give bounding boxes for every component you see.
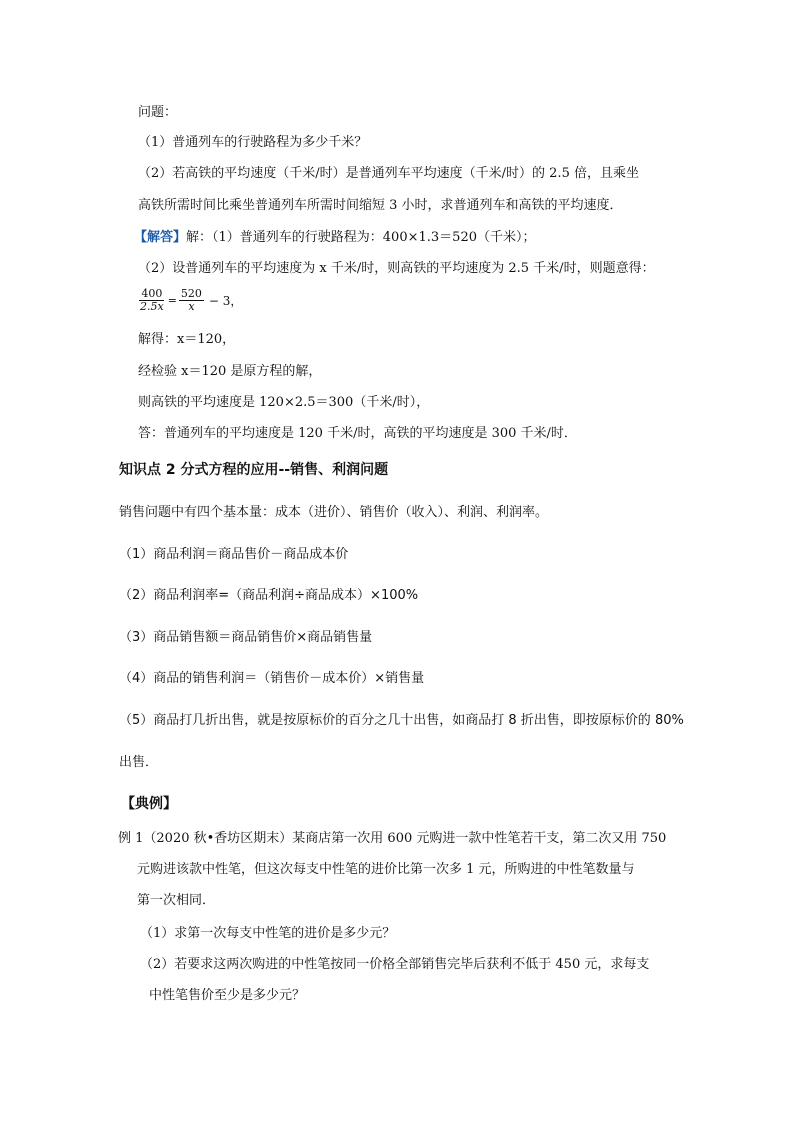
question-part-2: （2）若高铁的平均速度（千米/时）是普通列车平均速度（千米/时）的 2.5 倍，且乘坐 — [138, 166, 639, 181]
fraction-right — [179, 288, 204, 313]
equation — [136, 288, 242, 313]
fraction-left-numerator: 400 — [141, 287, 163, 300]
fraction-right-numerator: 520 — [180, 287, 202, 300]
formula-item-2: （2）商品利润率=（商品利润÷商品成本）×100% — [119, 588, 419, 603]
solution-result: 解得：x＝120， — [138, 332, 236, 347]
formula-item-4: （4）商品的销售利润＝（销售价－成本价）×销售量 — [119, 671, 425, 686]
question-part-2-cont: 高铁所需时间比乘坐普通列车所需时间缩短 3 小时，求普通列车和高铁的平均速度． — [138, 198, 623, 213]
fraction-right-denominator: x — [188, 300, 195, 313]
section-intro: 销售问题中有四个基本量：成本（进价）、销售价（收入）、利润、利润率。 — [119, 505, 549, 520]
formula-item-1: （1）商品利润＝商品售价－商品成本价 — [119, 547, 349, 562]
answer-part-2: （2）设普通列车的平均速度为 x 千米/时，则高铁的平均速度为 2.5 千米/时，则题意得： — [138, 261, 655, 276]
answer-line-1 — [134, 229, 535, 247]
section-heading: 知识点 2 分式方程的应用--销售、利润问题 — [119, 462, 389, 478]
example-heading: 【典例】 — [121, 796, 177, 812]
formula-item-5: （5）商品打几折出售，就是按原标价的百分之几十出售，如商品打 8 折出售，即按原标价的 80% — [119, 713, 684, 728]
formula-item-5-cont: 出售． — [119, 755, 159, 770]
example-line-2: 元购进该款中性笔，但这次每支中性笔的进价比第一次多 1 元，所购进的中性笔数量与 — [137, 862, 635, 877]
example-question-2: （2）若要求这两次购进的中性笔按同一价格全部销售完毕后获利不低于 450 元，求每支 — [140, 957, 650, 972]
final-answer: 答：普通列车的平均速度是 120 千米/时，高铁的平均速度是 300 千米/时． — [138, 426, 577, 441]
equals-sign: = — [167, 294, 177, 307]
equation-rest: − 3， — [208, 294, 243, 308]
example-question-1: （1）求第一次每支中性笔的进价是多少元？ — [140, 926, 396, 941]
example-line-1: 例 1（2020 秋•香坊区期末）某商店第一次用 600 元购进一款中性笔若干支，第二次又用 750 — [118, 831, 667, 846]
answer-part-1: 解：（1）普通列车的行驶路程为：400×1.3＝520（千米）； — [186, 230, 536, 245]
formula-item-3: （3）商品销售额＝商品销售价×商品销售量 — [119, 630, 373, 645]
verification: 经检验 x＝120 是原方程的解， — [138, 364, 322, 379]
fraction-left-denominator: 2.5x — [140, 300, 164, 313]
example-line-3: 第一次相同． — [137, 893, 216, 908]
high-speed-result: 则高铁的平均速度是 120×2.5＝300（千米/时）， — [138, 395, 430, 410]
fraction-left — [138, 288, 166, 313]
question-part-1: （1）普通列车的行驶路程为多少千米？ — [138, 135, 368, 150]
example-question-2-cont: 中性笔售价至少是多少元？ — [149, 988, 306, 1003]
question-label: 问题： — [138, 105, 178, 120]
answer-tag: 【解答】 — [134, 230, 187, 245]
